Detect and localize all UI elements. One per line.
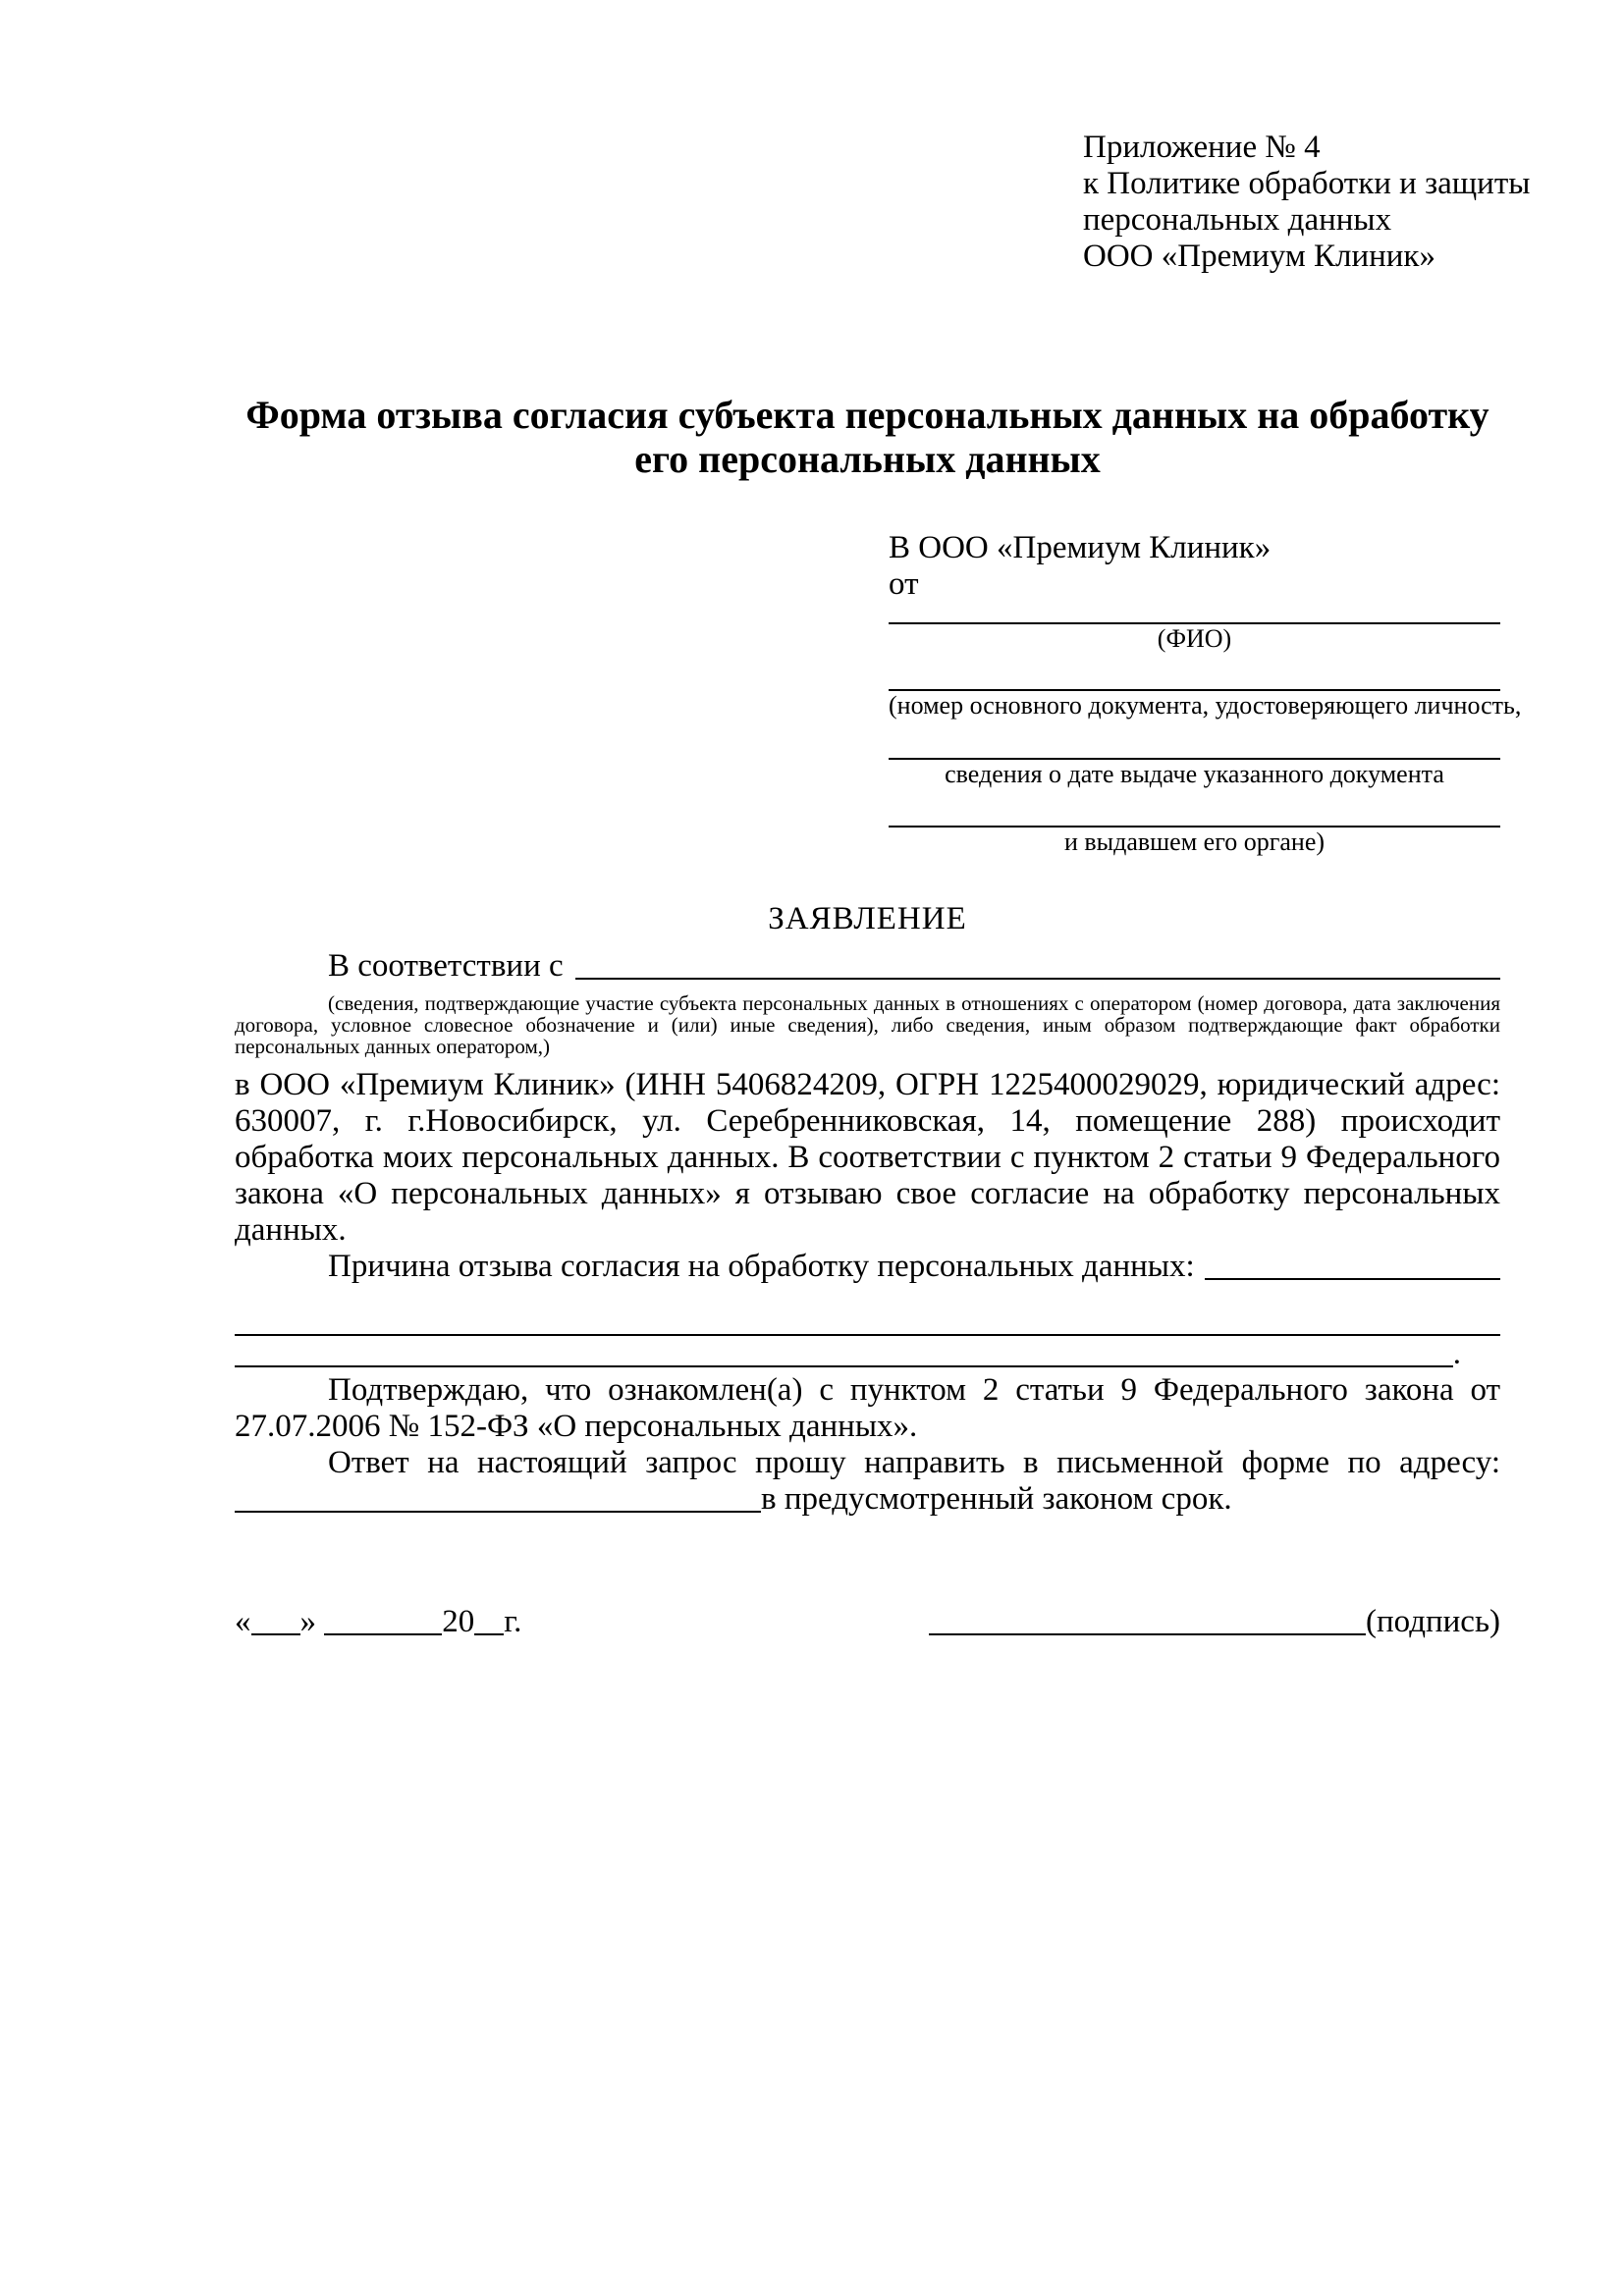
document-number-field <box>889 689 1522 721</box>
issue-date-caption: сведения о дате выдаче указанного документа <box>945 760 1444 788</box>
document-number-caption: (номер основного документа, удостоверяющего личность, <box>889 691 1522 720</box>
date-year-suffix: г. <box>504 1604 522 1639</box>
addressee-block <box>889 530 1522 857</box>
appendix-line: Приложение № 4 <box>1083 130 1321 165</box>
signature-row <box>235 1604 1500 1640</box>
issuing-authority-field <box>889 826 1500 857</box>
issue-date-field <box>889 758 1500 789</box>
answer-paragraph-line1: Ответ на настоящий запрос прошу направить в письменной форме по адресу: <box>328 1445 1500 1480</box>
reason-row <box>235 1249 1500 1285</box>
reason-tail-punct: . <box>1452 1336 1461 1371</box>
reason-blank-line[interactable] <box>1205 1278 1500 1280</box>
fio-field <box>889 622 1500 654</box>
appendix-block <box>1083 130 1531 275</box>
statement-heading: ЗАЯВЛЕНИЕ <box>768 901 967 936</box>
fio-caption: (ФИО) <box>1157 624 1232 653</box>
address-blank-line[interactable] <box>235 1511 761 1513</box>
signature-group <box>929 1604 1500 1640</box>
answer-paragraph-line2 <box>235 1481 1500 1518</box>
reason-label: Причина отзыва согласия на обработку персональных данных: <box>328 1249 1195 1284</box>
issuing-authority-caption: и выдавшем его органе) <box>1063 828 1326 856</box>
appendix-line: персональных данных <box>1083 202 1392 238</box>
statement-body: в ООО «Премиум Клиник» (ИНН 5406824209, ОГРН 1225400029029, юридический адрес: 630007, г. г.Новосибирск, ул. Серебренниковская, 14, помещение 288) происходит обработка моих персональных данных. В соответствии с пунктом 2 статьи 9 Федерального закона «О персональных данных» я отзываю свое согласие на обработку персональных данных. <box>235 1067 1500 1248</box>
document-title <box>235 393 1500 481</box>
appendix-line: к Политике обработки и защиты <box>1083 166 1531 201</box>
accordance-label: В соответствии с <box>328 948 564 984</box>
accordance-blank-line[interactable] <box>575 978 1500 980</box>
reason-extra-blank-line-2-row <box>235 1336 1500 1372</box>
date-month-blank-line[interactable] <box>324 1622 442 1635</box>
document-title-line: Форма отзыва согласия субъекта персональных данных на обработку <box>245 393 1489 437</box>
answer-line2-suffix: в предусмотренный законом срок. <box>761 1481 1232 1517</box>
signature-caption: (подпись) <box>1366 1604 1500 1639</box>
addressee-to: В ООО «Премиум Клиник» <box>889 530 1272 565</box>
blank-space <box>235 1285 1500 1308</box>
accordance-row <box>235 948 1500 985</box>
addressee-from-label: от <box>889 566 919 602</box>
appendix-line: ООО «Премиум Клиник» <box>1083 239 1435 274</box>
date-open-quote: « <box>235 1604 251 1639</box>
date-year-blank-line[interactable] <box>474 1622 504 1635</box>
signature-blank-line[interactable] <box>929 1622 1366 1635</box>
document-title-line: его персональных данных <box>634 437 1101 481</box>
date-year-prefix: 20 <box>442 1604 475 1639</box>
accordance-hint: (сведения, подтверждающие участие субъекта персональных данных в отношениях с оператором (номер договора, дата заключения договора, условное словесное обозначение и (или) иные сведения), либо сведения, иным образом подтверждающие факт обработки персональных данных оператором,) <box>235 991 1500 1058</box>
date-close-quote: » <box>299 1604 316 1639</box>
date-day-blank-line[interactable] <box>251 1622 300 1635</box>
date-group <box>235 1604 521 1640</box>
reason-extra-blank-line-1[interactable] <box>235 1308 1500 1336</box>
confirmation-paragraph: Подтверждаю, что ознакомлен(а) с пунктом 2 статьи 9 Федерального закона от 27.07.2006 № 152-ФЗ «О персональных данных». <box>235 1372 1500 1444</box>
reason-extra-blank-line-2[interactable] <box>235 1365 1453 1367</box>
